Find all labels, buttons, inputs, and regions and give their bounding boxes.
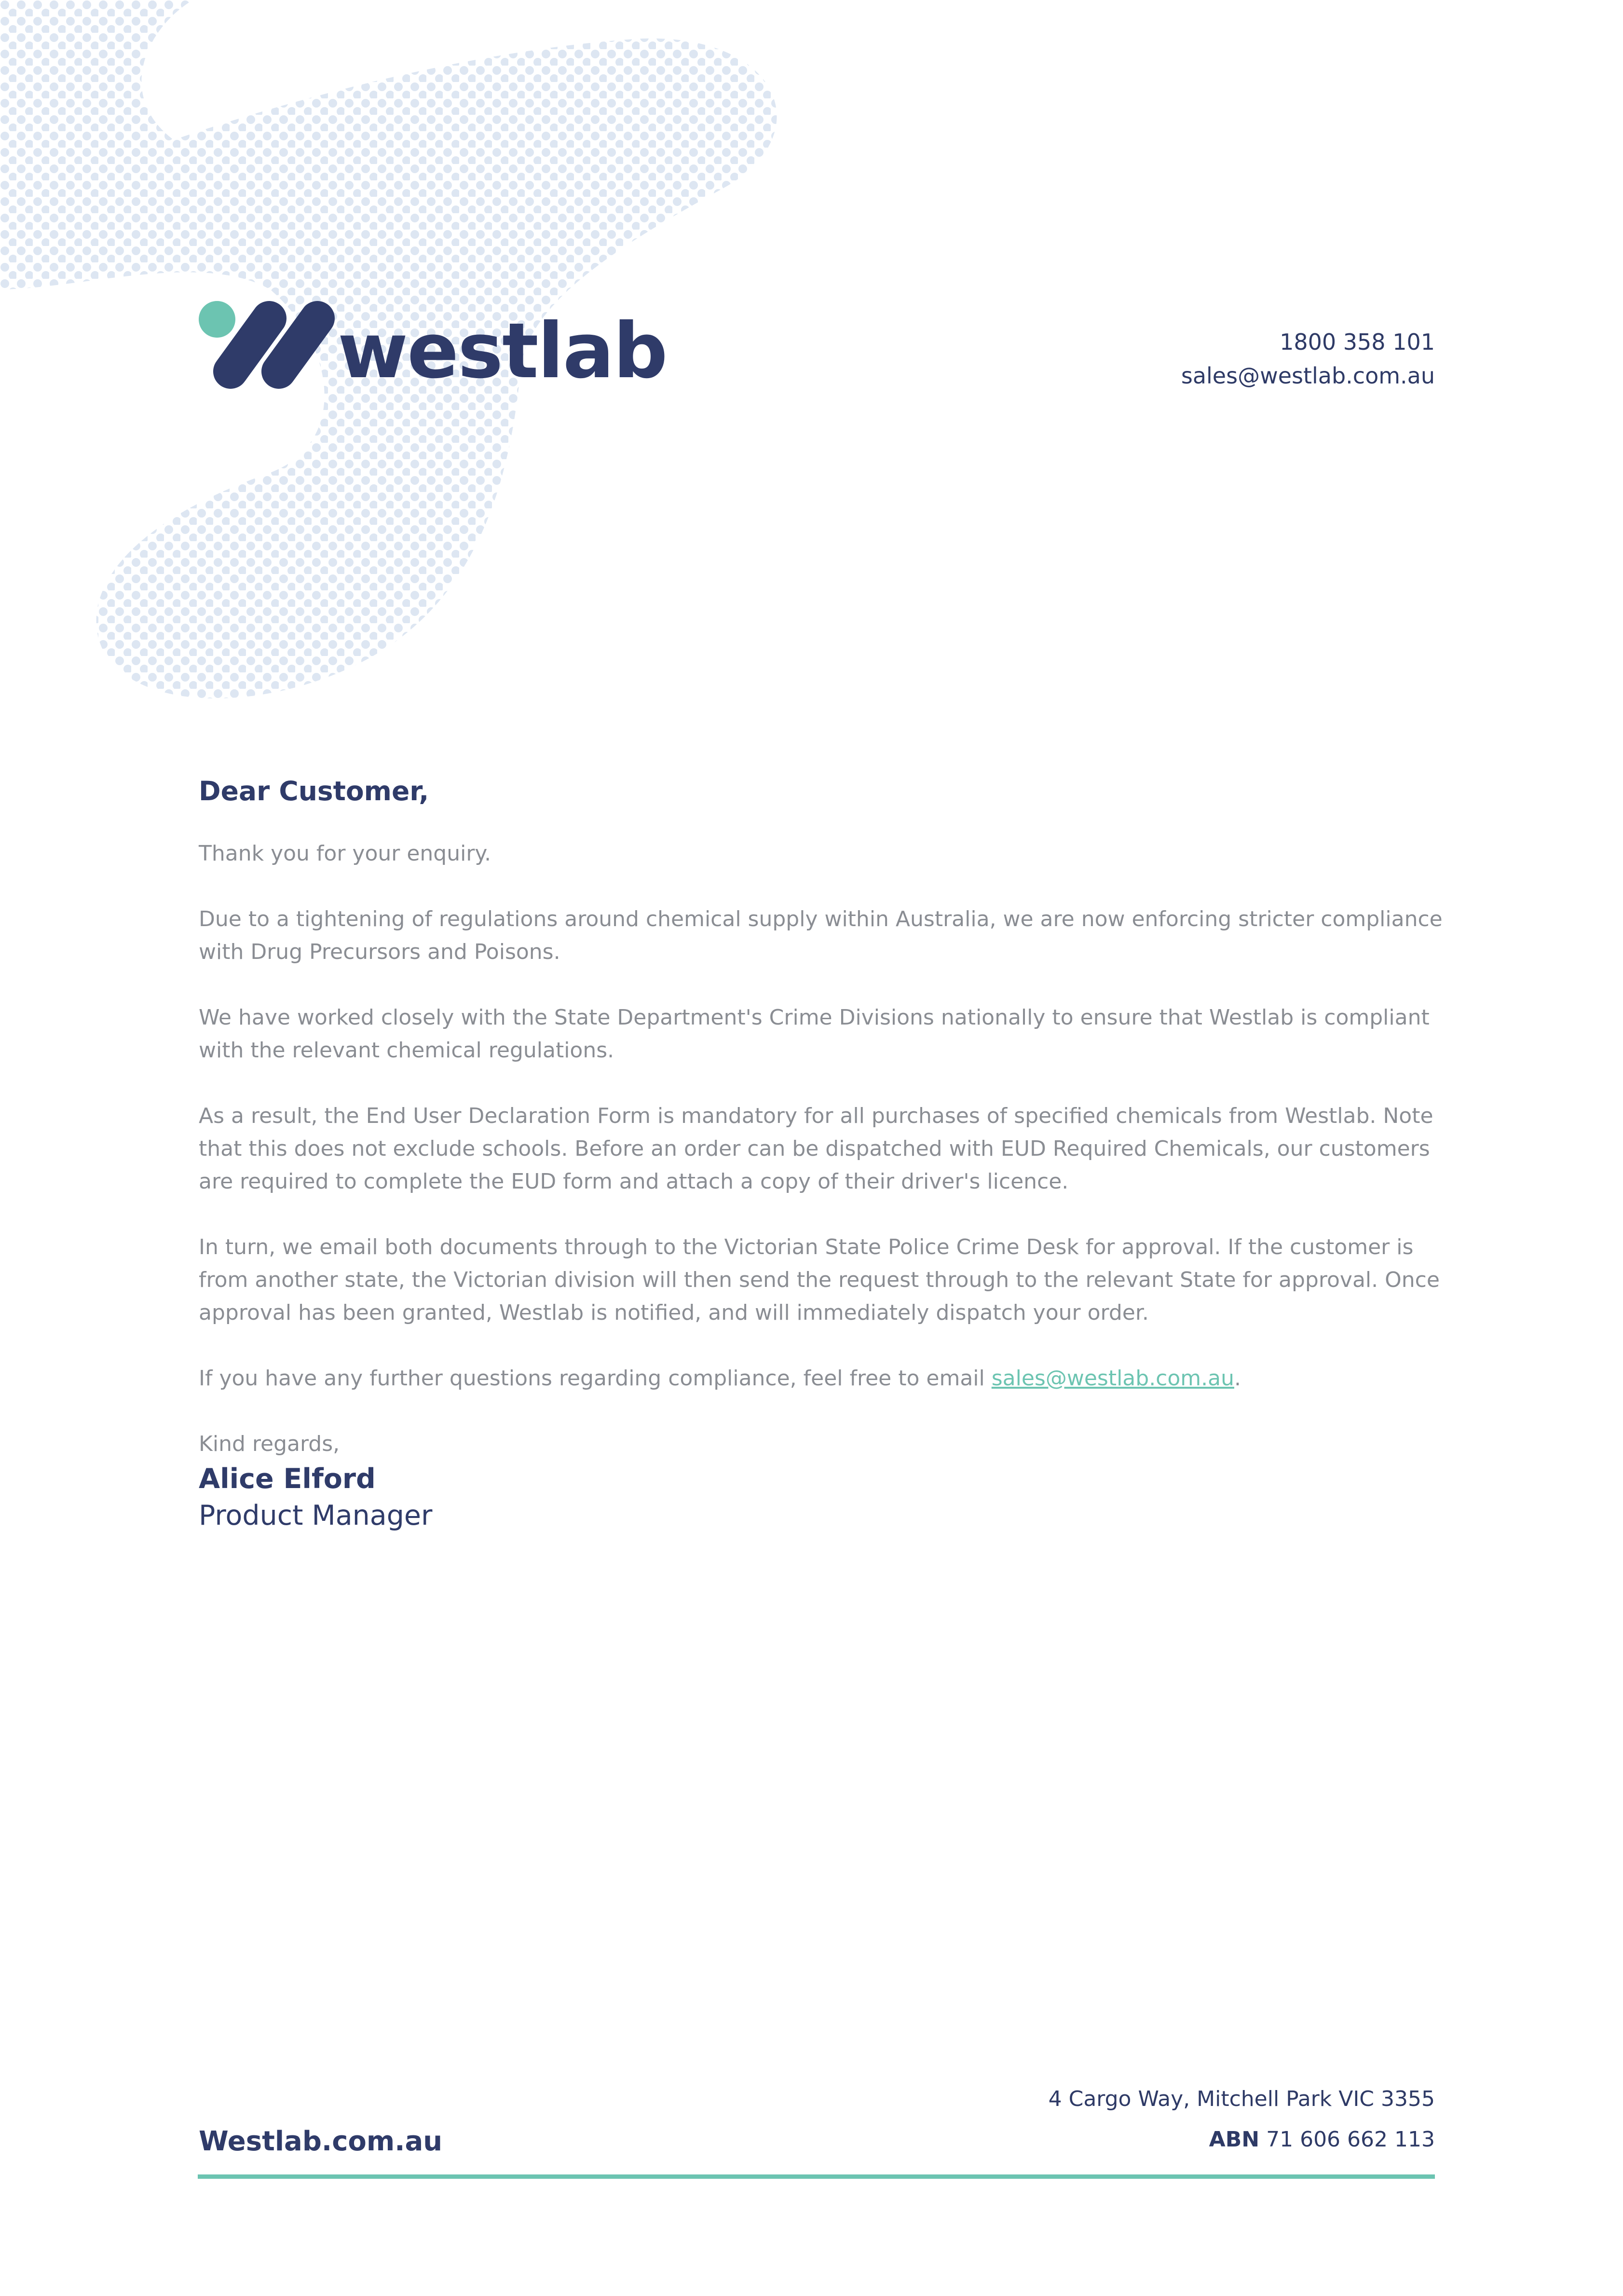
questions-end: . — [1234, 1366, 1241, 1391]
letter-body — [199, 772, 1443, 1534]
footer-divider — [198, 2174, 1435, 2179]
closing: Kind regards, — [199, 1432, 340, 1456]
abn-label: ABN — [1209, 2127, 1260, 2152]
paragraph-regulations: Due to a tightening of regulations around chemical supply within Australia, we are now enforcing stricter compliance with Drug Precursors and Poisons. — [199, 907, 1443, 964]
westlab-logo-wordmark: westlab — [338, 307, 667, 396]
paragraph-approval-process: In turn, we email both documents through to the Victorian State Police Crime Desk for approval. If the customer is from another state, the Victorian division will then send the request through to the relevant State for approval. Once approval has been granted, Westlab is notified, and will immediately dispatch your order. — [199, 1235, 1440, 1325]
signatory-name: Alice Elford — [199, 1463, 376, 1495]
paragraph-questions — [199, 1362, 1443, 1395]
paragraph-eud-form: As a result, the End User Declaration Form is mandatory for all purchases of specified chemicals from Westlab. Note that this does not exclude schools. Before an order can be dispatched with EUD Required Chemicals, our customers are required to complete the EUD form and attach a copy of their driver's licence. — [199, 1104, 1433, 1194]
header-contact — [1181, 325, 1435, 393]
salutation: Dear Customer, — [199, 776, 429, 806]
footer-abn — [1049, 2119, 1435, 2160]
abn-number: 71 606 662 113 — [1266, 2127, 1435, 2152]
footer-website: Westlab.com.au — [199, 2126, 443, 2157]
questions-text: If you have any further questions regarding compliance, feel free to email — [199, 1366, 992, 1391]
paragraph-compliance: We have worked closely with the State Department's Crime Divisions nationally to ensure that Westlab is compliant with the relevant chemical regulations. — [199, 1005, 1430, 1063]
footer-company-details — [1049, 2079, 1435, 2160]
paragraph-thank-you: Thank you for your enquiry. — [199, 841, 491, 866]
contact-email: sales@westlab.com.au — [1181, 363, 1435, 389]
signatory-title: Product Manager — [199, 1500, 433, 1531]
contact-phone: 1800 358 101 — [1280, 329, 1435, 355]
footer-address: 4 Cargo Way, Mitchell Park VIC 3355 — [1048, 2087, 1435, 2111]
questions-email-link[interactable]: sales@westlab.com.au — [991, 1366, 1234, 1391]
